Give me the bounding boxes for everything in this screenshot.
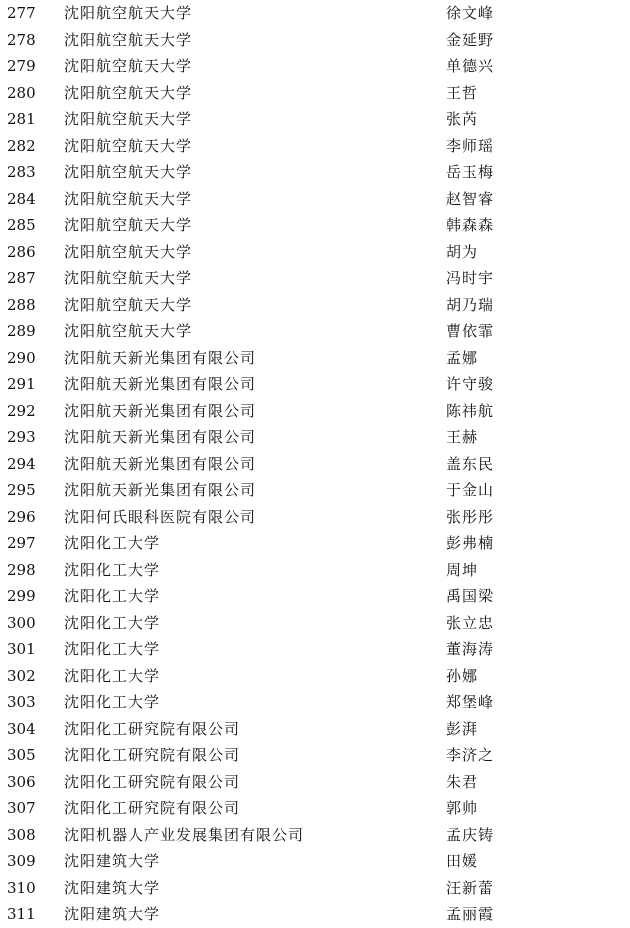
person-name: 王哲 bbox=[446, 83, 479, 102]
organization-name: 沈阳航空航天大学 bbox=[64, 216, 193, 234]
organization-name: 沈阳航空航天大学 bbox=[64, 242, 193, 261]
person-name: 董海涛 bbox=[446, 640, 495, 658]
organization-name: 沈阳航天新光集团有限公司 bbox=[64, 375, 257, 393]
organization-name: 沈阳航空航天大学 bbox=[64, 110, 193, 128]
row-number: 283 bbox=[7, 163, 36, 181]
person-name: 于金山 bbox=[446, 481, 495, 499]
organization-name: 沈阳航空航天大学 bbox=[64, 163, 193, 181]
row-number: 297 bbox=[7, 534, 36, 552]
row-number: 308 bbox=[7, 825, 36, 844]
person-name: 许守骏 bbox=[446, 375, 495, 393]
row-number: 303 bbox=[7, 693, 36, 711]
row-number: 305 bbox=[7, 746, 36, 764]
table-row bbox=[0, 186, 630, 213]
organization-name: 沈阳化工大学 bbox=[64, 613, 161, 632]
table-row bbox=[0, 371, 630, 398]
person-name: 冯时宇 bbox=[446, 269, 495, 287]
row-number: 310 bbox=[7, 878, 36, 897]
table-row bbox=[0, 557, 630, 584]
row-number: 309 bbox=[7, 852, 36, 870]
row-number: 293 bbox=[7, 428, 36, 446]
organization-name: 沈阳航天新光集团有限公司 bbox=[64, 348, 257, 367]
person-name: 胡为 bbox=[446, 242, 479, 261]
organization-name: 沈阳建筑大学 bbox=[64, 852, 161, 870]
row-number: 302 bbox=[7, 666, 36, 685]
table-row bbox=[0, 133, 630, 160]
row-number: 311 bbox=[7, 905, 36, 923]
organization-name: 沈阳航空航天大学 bbox=[64, 83, 193, 102]
row-number: 307 bbox=[7, 799, 36, 817]
person-name: 李济之 bbox=[446, 746, 495, 764]
person-name: 孟娜 bbox=[446, 348, 479, 367]
organization-name: 沈阳化工大学 bbox=[64, 560, 161, 579]
organization-name: 沈阳化工大学 bbox=[64, 640, 161, 658]
person-name: 王赫 bbox=[446, 428, 479, 446]
row-number: 277 bbox=[7, 4, 36, 22]
table-row bbox=[0, 292, 630, 319]
table-row bbox=[0, 689, 630, 716]
person-name: 朱君 bbox=[446, 772, 479, 791]
person-name: 岳玉梅 bbox=[446, 163, 495, 181]
person-name: 孙娜 bbox=[446, 666, 479, 685]
table-row bbox=[0, 610, 630, 637]
organization-name: 沈阳航天新光集团有限公司 bbox=[64, 401, 257, 420]
person-name: 陈祎航 bbox=[446, 401, 495, 420]
row-number: 294 bbox=[7, 454, 36, 473]
table-row bbox=[0, 901, 630, 928]
person-name: 胡乃瑞 bbox=[446, 295, 495, 314]
row-number: 300 bbox=[7, 613, 36, 632]
row-number: 289 bbox=[7, 322, 36, 340]
row-number: 285 bbox=[7, 216, 36, 234]
row-number: 295 bbox=[7, 481, 36, 499]
organization-name: 沈阳航空航天大学 bbox=[64, 4, 193, 22]
table-row bbox=[0, 0, 630, 27]
row-number: 301 bbox=[7, 640, 36, 658]
person-name: 周坤 bbox=[446, 560, 479, 579]
row-number: 280 bbox=[7, 83, 36, 102]
organization-name: 沈阳何氏眼科医院有限公司 bbox=[64, 507, 257, 526]
row-number: 279 bbox=[7, 57, 36, 75]
person-name: 盖东民 bbox=[446, 454, 495, 473]
organization-name: 沈阳化工大学 bbox=[64, 666, 161, 685]
person-name: 郑堡峰 bbox=[446, 693, 495, 711]
table-row bbox=[0, 27, 630, 54]
organization-name: 沈阳航天新光集团有限公司 bbox=[64, 454, 257, 473]
row-number: 282 bbox=[7, 136, 36, 155]
organization-name: 沈阳航空航天大学 bbox=[64, 30, 193, 49]
person-name: 田媛 bbox=[446, 852, 479, 870]
table-row bbox=[0, 795, 630, 822]
person-name: 禹国梁 bbox=[446, 587, 495, 605]
person-name: 单德兴 bbox=[446, 57, 495, 75]
organization-name: 沈阳航空航天大学 bbox=[64, 322, 193, 340]
organization-name: 沈阳机器人产业发展集团有限公司 bbox=[64, 825, 305, 844]
organization-name: 沈阳建筑大学 bbox=[64, 905, 161, 923]
table-row bbox=[0, 663, 630, 690]
organization-name: 沈阳化工研究院有限公司 bbox=[64, 772, 241, 791]
table-row bbox=[0, 345, 630, 372]
table-row bbox=[0, 875, 630, 902]
organization-name: 沈阳化工大学 bbox=[64, 587, 161, 605]
row-number: 299 bbox=[7, 587, 36, 605]
table-row bbox=[0, 53, 630, 80]
table-row bbox=[0, 265, 630, 292]
person-name: 郭帅 bbox=[446, 799, 479, 817]
table-row bbox=[0, 239, 630, 266]
organization-name: 沈阳化工研究院有限公司 bbox=[64, 719, 241, 738]
organization-name: 沈阳化工研究院有限公司 bbox=[64, 799, 241, 817]
row-number: 296 bbox=[7, 507, 36, 526]
table-row bbox=[0, 159, 630, 186]
organization-name: 沈阳航天新光集团有限公司 bbox=[64, 481, 257, 499]
person-name: 孟丽霞 bbox=[446, 905, 495, 923]
person-name: 韩森森 bbox=[446, 216, 495, 234]
table-row bbox=[0, 80, 630, 107]
person-name: 彭湃 bbox=[446, 719, 479, 738]
row-number: 306 bbox=[7, 772, 36, 791]
row-number: 292 bbox=[7, 401, 36, 420]
person-name: 赵智睿 bbox=[446, 189, 495, 208]
table-row bbox=[0, 504, 630, 531]
organization-name: 沈阳航空航天大学 bbox=[64, 295, 193, 314]
table-row bbox=[0, 106, 630, 133]
organization-name: 沈阳航空航天大学 bbox=[64, 136, 193, 155]
organization-name: 沈阳化工研究院有限公司 bbox=[64, 746, 241, 764]
table-row bbox=[0, 318, 630, 345]
table-row bbox=[0, 583, 630, 610]
person-name: 曹依霏 bbox=[446, 322, 495, 340]
row-number: 281 bbox=[7, 110, 36, 128]
organization-name: 沈阳化工大学 bbox=[64, 534, 161, 552]
person-name: 张彤彤 bbox=[446, 507, 495, 526]
organization-name: 沈阳航空航天大学 bbox=[64, 57, 193, 75]
person-name: 徐文峰 bbox=[446, 4, 495, 22]
row-number: 287 bbox=[7, 269, 36, 287]
row-number: 290 bbox=[7, 348, 36, 367]
person-name: 汪新蕾 bbox=[446, 878, 495, 897]
row-number: 278 bbox=[7, 30, 36, 49]
organization-name: 沈阳航天新光集团有限公司 bbox=[64, 428, 257, 446]
table-row bbox=[0, 716, 630, 743]
person-name: 张立忠 bbox=[446, 613, 495, 632]
person-name: 彭弗楠 bbox=[446, 534, 495, 552]
row-number: 286 bbox=[7, 242, 36, 261]
table-row bbox=[0, 424, 630, 451]
table-row bbox=[0, 477, 630, 504]
row-number: 304 bbox=[7, 719, 36, 738]
person-name: 孟庆铸 bbox=[446, 825, 495, 844]
organization-name: 沈阳建筑大学 bbox=[64, 878, 161, 897]
table-row bbox=[0, 636, 630, 663]
organization-name: 沈阳航空航天大学 bbox=[64, 189, 193, 208]
person-name: 李师瑶 bbox=[446, 136, 495, 155]
person-name: 金延野 bbox=[446, 30, 495, 49]
table-row bbox=[0, 742, 630, 769]
person-name: 张芮 bbox=[446, 110, 479, 128]
row-number: 291 bbox=[7, 375, 36, 393]
table-row bbox=[0, 822, 630, 849]
table-row bbox=[0, 212, 630, 239]
table-row bbox=[0, 530, 630, 557]
table-row bbox=[0, 451, 630, 478]
row-number: 288 bbox=[7, 295, 36, 314]
row-number: 298 bbox=[7, 560, 36, 579]
table-row bbox=[0, 848, 630, 875]
organization-name: 沈阳航空航天大学 bbox=[64, 269, 193, 287]
organization-name: 沈阳化工大学 bbox=[64, 693, 161, 711]
row-number: 284 bbox=[7, 189, 36, 208]
table-row bbox=[0, 398, 630, 425]
table-row bbox=[0, 769, 630, 796]
